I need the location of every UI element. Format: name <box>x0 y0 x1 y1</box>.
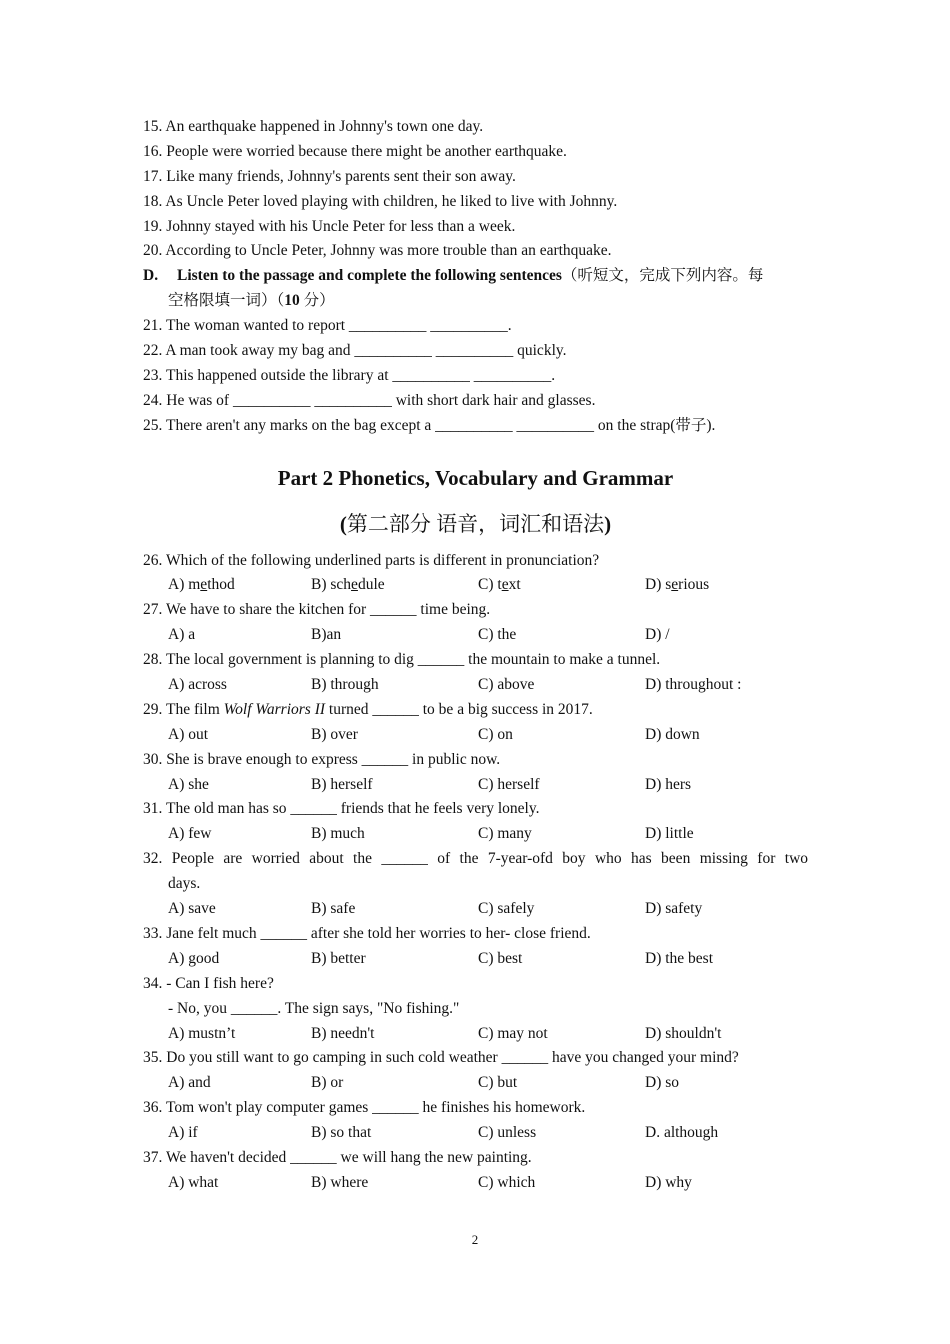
film-title: Wolf Warriors II <box>223 700 326 718</box>
option-c[interactable]: C) text <box>478 576 521 594</box>
option-c[interactable]: C) but <box>478 1074 518 1092</box>
listening-d-list <box>143 314 808 438</box>
part-2-subtitle: (第二部分 语音，词汇和语法) <box>339 511 612 536</box>
option-c[interactable]: C) safely <box>478 900 535 918</box>
question-32-options <box>143 897 808 922</box>
option-d[interactable]: D) the best <box>645 949 714 967</box>
option-d[interactable]: D) little <box>645 825 694 843</box>
question-35-options <box>143 1071 808 1096</box>
part-2-title: Part 2 Phonetics, Vocabulary and Grammar <box>277 465 674 490</box>
option-d[interactable]: D) serious <box>645 576 710 594</box>
option-c[interactable]: C) which <box>478 1173 536 1191</box>
option-b[interactable]: B) safe <box>311 900 356 918</box>
question-37: 37. We haven't decided ______ we will hang the new painting. <box>143 1148 532 1166</box>
option-d[interactable]: D) hers <box>645 775 692 793</box>
question-27-options <box>143 623 808 648</box>
question-31-options <box>143 822 808 847</box>
option-b[interactable]: B) over <box>311 725 358 743</box>
option-d[interactable]: D) down <box>645 725 700 743</box>
page-number: 2 <box>471 1232 479 1247</box>
question-34: 34. - Can I fish here? <box>143 974 274 992</box>
option-a[interactable]: A) good <box>168 949 220 967</box>
option-d[interactable]: D) throughout : <box>645 676 742 694</box>
question-37-options <box>143 1171 808 1196</box>
option-b[interactable]: B) better <box>311 949 366 967</box>
option-b[interactable]: B) so that <box>311 1124 372 1142</box>
option-d[interactable]: D) safety <box>645 900 703 918</box>
statement-16: 16. People were worried because there might be another earthquake. <box>143 142 567 160</box>
option-b[interactable]: B) or <box>311 1074 344 1092</box>
option-b[interactable]: B) much <box>311 825 365 843</box>
section-d-instruction-cn: （听短文，完成下列内容。每 <box>561 267 764 285</box>
blank-sentence-24: 24. He was of __________ __________ with short dark hair and glasses. <box>143 391 596 409</box>
option-a[interactable]: A) if <box>168 1124 198 1142</box>
option-b[interactable]: B) needn't <box>311 1024 375 1042</box>
option-c[interactable]: C) on <box>478 725 513 743</box>
blank-sentence-22: 22. A man took away my bag and __________ __________ quickly. <box>143 342 567 360</box>
option-d[interactable]: D) so <box>645 1074 680 1092</box>
option-c[interactable]: C) above <box>478 676 535 694</box>
question-28-options <box>143 673 808 698</box>
question-33: 33. Jane felt much ______ after she told her worries to her- close friend. <box>143 924 591 942</box>
option-a[interactable]: A) she <box>168 775 209 793</box>
option-a[interactable]: A) mustn’t <box>168 1024 236 1042</box>
option-a[interactable]: A) save <box>168 900 216 918</box>
question-29: 29. The film Wolf Warriors II turned ______ to be a big success in 2017. <box>143 700 593 718</box>
question-36-options <box>143 1121 808 1146</box>
option-c[interactable]: C) many <box>478 825 532 843</box>
option-d[interactable]: D) why <box>645 1173 692 1191</box>
statement-17: 17. Like many friends, Johnny's parents sent their son away. <box>143 167 516 185</box>
option-b[interactable]: B)an <box>311 626 342 644</box>
option-b[interactable]: B) through <box>311 676 379 694</box>
option-a[interactable]: A) few <box>168 825 212 843</box>
question-32: 32. People are worried about the ______ of the 7-year-ofd boy who has been missing for two <box>143 850 809 868</box>
option-a[interactable]: A) out <box>168 725 209 743</box>
statement-20: 20. According to Uncle Peter, Johnny was more trouble than an earthquake. <box>143 242 612 260</box>
option-c[interactable]: C) best <box>478 949 523 967</box>
option-d[interactable]: D) / <box>645 626 670 644</box>
option-b[interactable]: B) schedule <box>311 576 385 594</box>
section-d-score: 10 <box>284 292 300 310</box>
question-36: 36. Tom won't play computer games ______ he finishes his homework. <box>143 1099 586 1117</box>
option-b[interactable]: B) where <box>311 1173 369 1191</box>
option-c[interactable]: C) herself <box>478 775 540 793</box>
question-35: 35. Do you still want to go camping in such cold weather ______ have you changed your mind? <box>143 1049 739 1067</box>
option-c[interactable]: C) unless <box>478 1124 537 1142</box>
section-d-heading <box>143 264 808 289</box>
option-b[interactable]: B) herself <box>311 775 373 793</box>
statement-15: 15. An earthquake happened in Johnny's town one day. <box>143 118 484 135</box>
option-a[interactable]: A) and <box>168 1074 211 1092</box>
blank-sentence-21: 21. The woman wanted to report __________ __________. <box>143 317 512 335</box>
question-26: 26. Which of the following underlined parts is different in pronunciation? <box>143 551 600 569</box>
question-27: 27. We have to share the kitchen for ______ time being. <box>143 601 491 619</box>
section-d-heading-cont: 空格限填一词）（10 分） <box>168 292 335 310</box>
blank-sentence-25: 25. There aren't any marks on the bag except a __________ __________ on the strap(带子). <box>143 416 716 434</box>
question-34-reply: - No, you ______. The sign says, "No fishing." <box>168 999 460 1017</box>
question-30-options <box>143 773 808 798</box>
option-c[interactable]: C) the <box>478 626 517 644</box>
page-content <box>143 115 808 1196</box>
question-29-options <box>143 723 808 748</box>
blank-sentence-23: 23. This happened outside the library at __________ __________. <box>143 366 556 384</box>
question-34-options <box>143 1022 808 1047</box>
option-a[interactable]: A) a <box>168 626 196 644</box>
option-d[interactable]: D. although <box>645 1124 719 1142</box>
question-31: 31. The old man has so ______ friends that he feels very lonely. <box>143 800 540 818</box>
question-30: 30. She is brave enough to express ______ in public now. <box>143 750 501 768</box>
option-d[interactable]: D) shouldn't <box>645 1024 722 1042</box>
section-d-letter: D. <box>143 267 159 285</box>
statement-19: 19. Johnny stayed with his Uncle Peter for less than a week. <box>143 217 516 235</box>
listening-c-list <box>143 115 808 264</box>
option-a[interactable]: A) method <box>168 576 235 594</box>
statement-18: 18. As Uncle Peter loved playing with children, he liked to live with Johnny. <box>143 192 618 210</box>
option-c[interactable]: C) may not <box>478 1024 548 1042</box>
section-d-instruction: Listen to the passage and complete the following sentences <box>177 267 562 285</box>
question-33-options <box>143 947 808 972</box>
option-a[interactable]: A) across <box>168 676 227 694</box>
option-a[interactable]: A) what <box>168 1173 219 1191</box>
question-28: 28. The local government is planning to dig ______ the mountain to make a tunnel. <box>143 651 661 669</box>
question-32-cont: days. <box>168 875 201 893</box>
question-26-options <box>143 573 808 598</box>
